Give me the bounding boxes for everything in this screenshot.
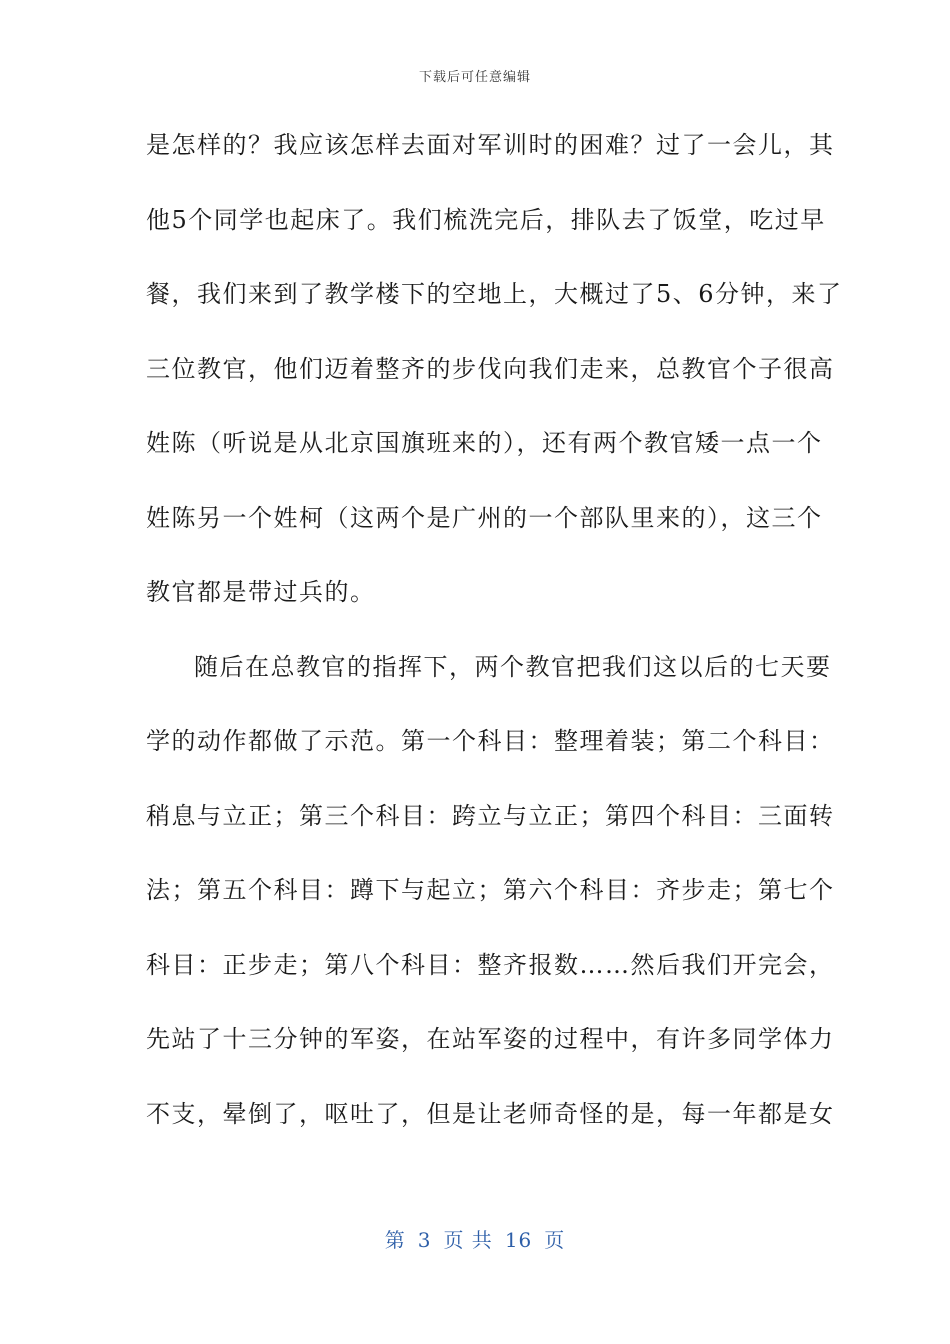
text-line: 是怎样的？我应该怎样去面对军训时的困难？过了一会儿，其 [146, 131, 835, 159]
text-line: 稍息与立正；第三个科目：跨立与立正；第四个科目：三面转 [146, 801, 835, 830]
text-line: 三位教官，他们迈着整齐的步伐向我们走来，总教官个子很高 [146, 354, 835, 383]
text-line: 学的动作都做了示范。第一个科目：整理着装；第二个科目： [146, 727, 835, 755]
text-line: 不支，晕倒了，呕吐了，但是让老师奇怪的是，每一年都是女 [146, 1099, 835, 1128]
page-header: 下载后可任意编辑 [418, 70, 531, 85]
text-line: 科目：正步走；第八个科目：整齐报数……然后我们开完会， [146, 950, 835, 979]
text-line: 他5个同学也起床了。我们梳洗完后，排队去了饭堂，吃过早 [146, 205, 826, 234]
text-line: 教官都是带过兵的。 [146, 578, 376, 606]
total-page-count: 16 [504, 1228, 533, 1252]
text-line: 姓陈另一个姓柯（这两个是广州的一个部队里来的），这三个 [146, 503, 823, 532]
text-line: 法；第五个科目：蹲下与起立；第六个科目：齐步走；第七个 [146, 876, 835, 904]
text-line: 餐，我们来到了教学楼下的空地上，大概过了5、6分钟，来了 [146, 280, 843, 308]
document-body [146, 120, 843, 1163]
text-line: 姓陈（听说是从北京国旗班来的），还有两个教官矮一点一个 [146, 429, 823, 457]
current-page-number: 3 [417, 1228, 432, 1252]
text-line: 先站了十三分钟的军姿，在站军姿的过程中，有许多同学体力 [146, 1025, 835, 1053]
footer-prefix: 第 [384, 1228, 406, 1252]
page-footer [0, 1224, 950, 1253]
paragraph-start-line: 随后在总教官的指挥下，两个教官把我们这以后的七天要 [194, 652, 832, 681]
footer-suffix: 页 [544, 1228, 566, 1252]
footer-middle: 页 共 [443, 1228, 493, 1252]
